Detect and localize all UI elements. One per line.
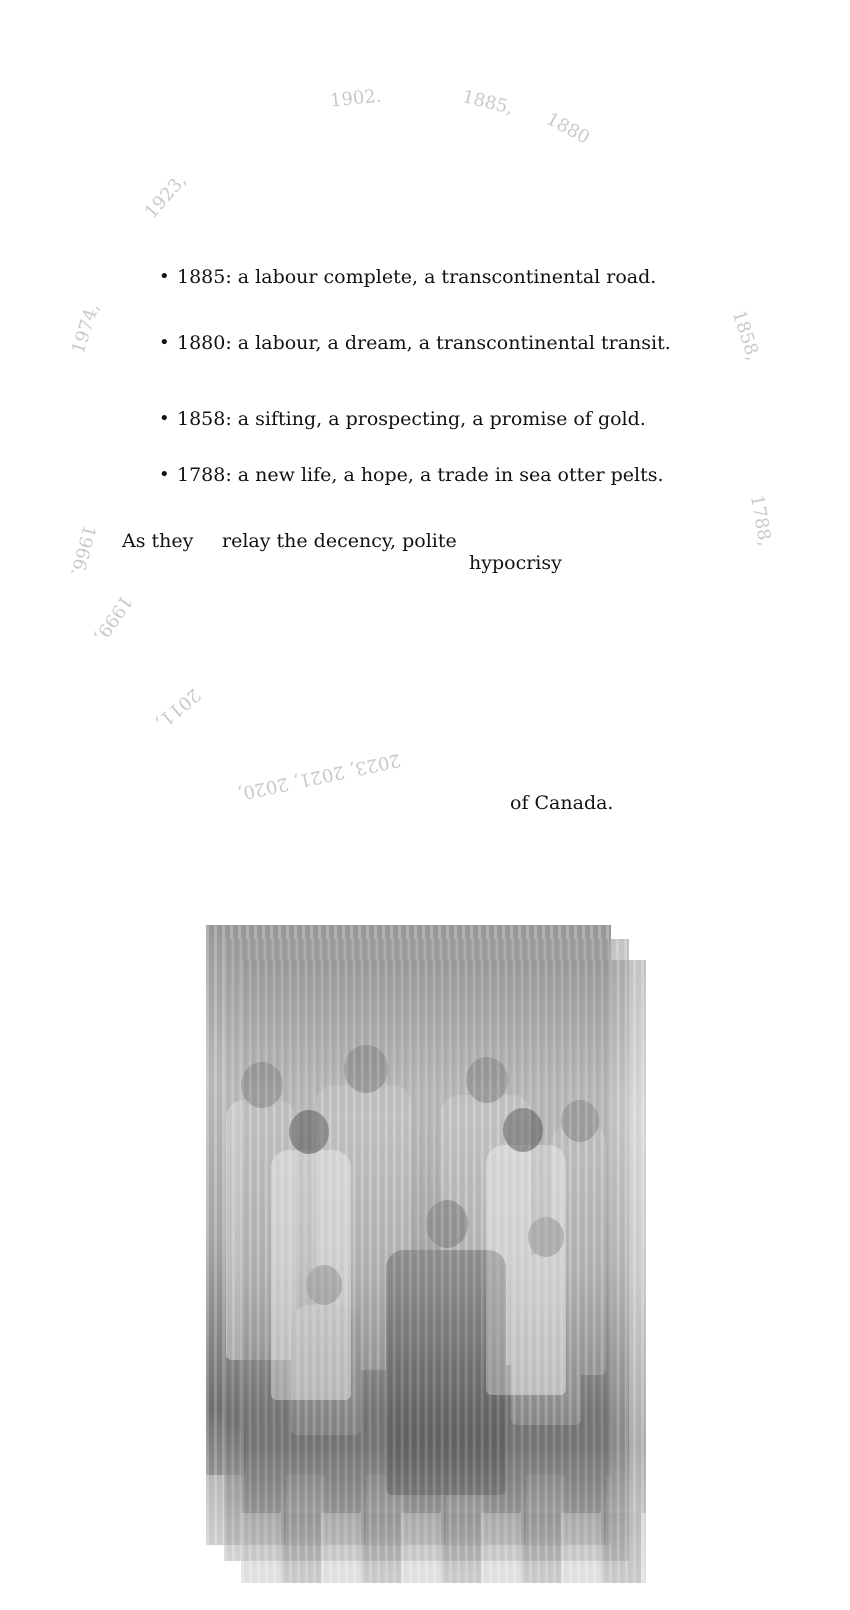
family-photo — [206, 925, 646, 1583]
list-item: • 1885: a labour complete, a transcontinental road. — [177, 264, 677, 330]
poem-fragment-relay: relay the decency, polite — [222, 530, 457, 552]
poem-fragment-of-canada: of Canada. — [510, 792, 614, 814]
year-2011: 2011, — [151, 683, 205, 734]
photo-layer-ghost — [241, 960, 646, 1583]
year-1788: 1788, — [745, 493, 776, 548]
poem-fragment-hypocrisy: hypocrisy — [469, 552, 562, 574]
year-1974: 1974, — [67, 300, 104, 357]
year-1923: 1923, — [140, 170, 191, 223]
poem-timeline-list — [150, 264, 677, 492]
year-1885: 1885, — [460, 86, 516, 119]
year-1880: 1880 — [542, 108, 594, 149]
poem-fragment-as-they: As they — [122, 530, 194, 552]
list-item: • 1788: a new life, a hope, a trade in sea otter pelts. — [177, 462, 677, 492]
year-1858: 1858, — [727, 307, 764, 364]
year-1966: 1966. — [65, 522, 100, 579]
year-1902: 1902. — [329, 85, 383, 112]
list-item: • 1880: a labour, a dream, a transcontinental transit. — [177, 330, 677, 406]
year-1999: 1999, — [89, 591, 137, 646]
years-2023-2021-2020: 2023, 2021, 2020, — [235, 748, 403, 805]
list-item: • 1858: a sifting, a prospecting, a promise of gold. — [177, 406, 677, 462]
